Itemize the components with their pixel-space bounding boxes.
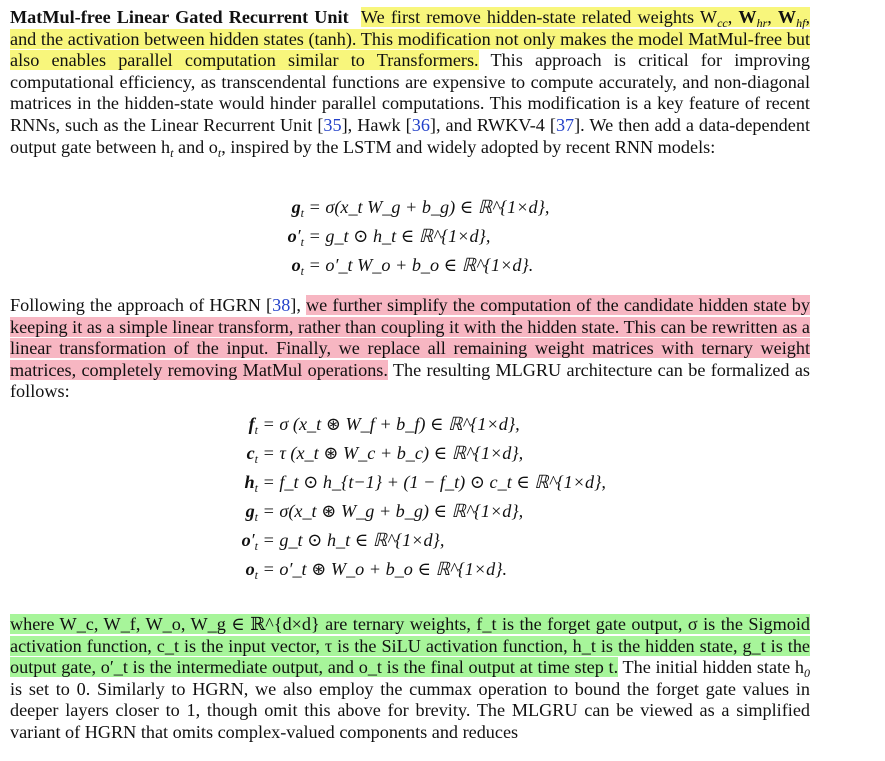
equation: $f_t = \sigma$ (x_t ⊛ W_f + b_f) ∈ ℝ^{1×d}, (248, 414, 520, 437)
paragraph-intro: MatMul-free Linear Gated Recurrent Unit We first remove hidden-state related weights $W_{cc}$, $W_{hr}$, $W_{hf}$, and the activation between hidden states (tanh). This modification not only makes the model MatMul-free but also enables parallel computation similar to Transformers. This approach is critical for improving computational efficiency, as transcendental functions are expensive to compute accurately, and non-diagonal matrices in the hidden-state would hinder parallel computations. This modification is a key feature of recent RNNs, such as the Linear Recurrent Unit [35], Hawk [36], and RWKV-4 [37]. We then add a data-dependent output gate between $h_t$ and $o_t$, inspired by the LSTM and widely adopted by recent RNN models: (10, 7, 810, 160)
equation: $g_t$ = σ(x_t ⊛ W_g + b_g) ∈ ℝ^{1×d}, (245, 501, 524, 524)
equation: $o_t$ = o′_t W_o + b_o ∈ ℝ^{1×d}. (291, 255, 534, 278)
equation-block-output-gate (282, 197, 549, 284)
equation: $o_t$ = o′_t ⊛ W_o + b_o ∈ ℝ^{1×d}. (245, 559, 508, 582)
highlight-yellow: We first remove hidden-state related weights $W_{cc}$, $W_{hr}$, $W_{hf}$, and the activation between hidden states (tanh). This modification not only makes the model MatMul-free but also enables parallel computation similar to Transformers. (10, 7, 810, 71)
equation-rhs: = σ(x_t W_g + b_g) ∈ ℝ^{1×d}, (308, 197, 550, 217)
equation-rhs: = o′_t W_o + b_o ∈ ℝ^{1×d}. (308, 255, 534, 275)
paragraph-definitions: where W_c, W_f, W_o, W_g ∈ ℝ^{d×d} are ternary weights, f_t is the forget gate output, σ is the Sigmoid activation function, c_t is the input vector, τ is the SiLU activation function, h_t is the hidden state, g_t is the output gate, o′_t is the intermediate output, and o_t is the final output at time step t. The initial hidden state $h_0$ is set to 0. Similarly to HGRN, we also employ the cummax operation to bound the forget gate values in deeper layers closer to 1, though omit this above for brevity. The MLGRU can be viewed as a simplified variant of HGRN that omits complex-valued components and reduces (10, 614, 810, 742)
citation-link[interactable]: 38 (272, 295, 291, 315)
equation-rhs: = g_t ⊙ h_t ∈ ℝ^{1×d}, (308, 226, 491, 246)
equation: $g_t$ = σ(x_t W_g + b_g) ∈ ℝ^{1×d}, (291, 197, 550, 220)
equation: $h_t$ = f_t ⊙ h_{t−1} + (1 − f_t) ⊙ c_t ∈ ℝ^{1×d}, (244, 472, 606, 495)
equation: $o'_t$ = g_t ⊙ h_t ∈ ℝ^{1×d}, (241, 530, 445, 553)
highlight-pink: we further simplify the computation of the candidate hidden state by keeping it as a simple linear transform, rather than coupling it with the hidden state. This can be rewritten as a linear transformation of the input. Finally, we replace all remaining weight matrices with ternary weight matrices, completely removing MatMul operations. (10, 295, 810, 380)
equation: $c_t = \tau$ (x_t ⊛ W_c + b_c) ∈ ℝ^{1×d}, (246, 443, 524, 466)
equation: $o'_t$ = g_t ⊙ h_t ∈ ℝ^{1×d}, (287, 226, 491, 249)
citation-link[interactable]: 37 (555, 114, 575, 135)
paragraph-approach: Following the approach of HGRN [38], we further simplify the computation of the candidate hidden state by keeping it as a simple linear transform, rather than coupling it with the hidden state. This can be rewritten as a linear transformation of the input. Finally, we replace all remaining weight matrices with ternary weight matrices, completely removing MatMul operations. The resulting MLGRU architecture can be formalized as follows: (10, 295, 810, 402)
section-title: MatMul-free Linear Gated Recurrent Unit (10, 7, 349, 27)
citation-link[interactable]: 35 (323, 114, 342, 135)
citation-link[interactable]: 36 (411, 114, 430, 135)
equation-block-mlgru (236, 414, 606, 588)
highlight-green: where W_c, W_f, W_o, W_g ∈ ℝ^{d×d} are ternary weights, f_t is the forget gate output, σ is the Sigmoid activation function, c_t is the input vector, τ is the SiLU activation function, h_t is the hidden state, g_t is the output gate, o′_t is the intermediate output, and o_t is the final output at time step t. (10, 614, 810, 678)
